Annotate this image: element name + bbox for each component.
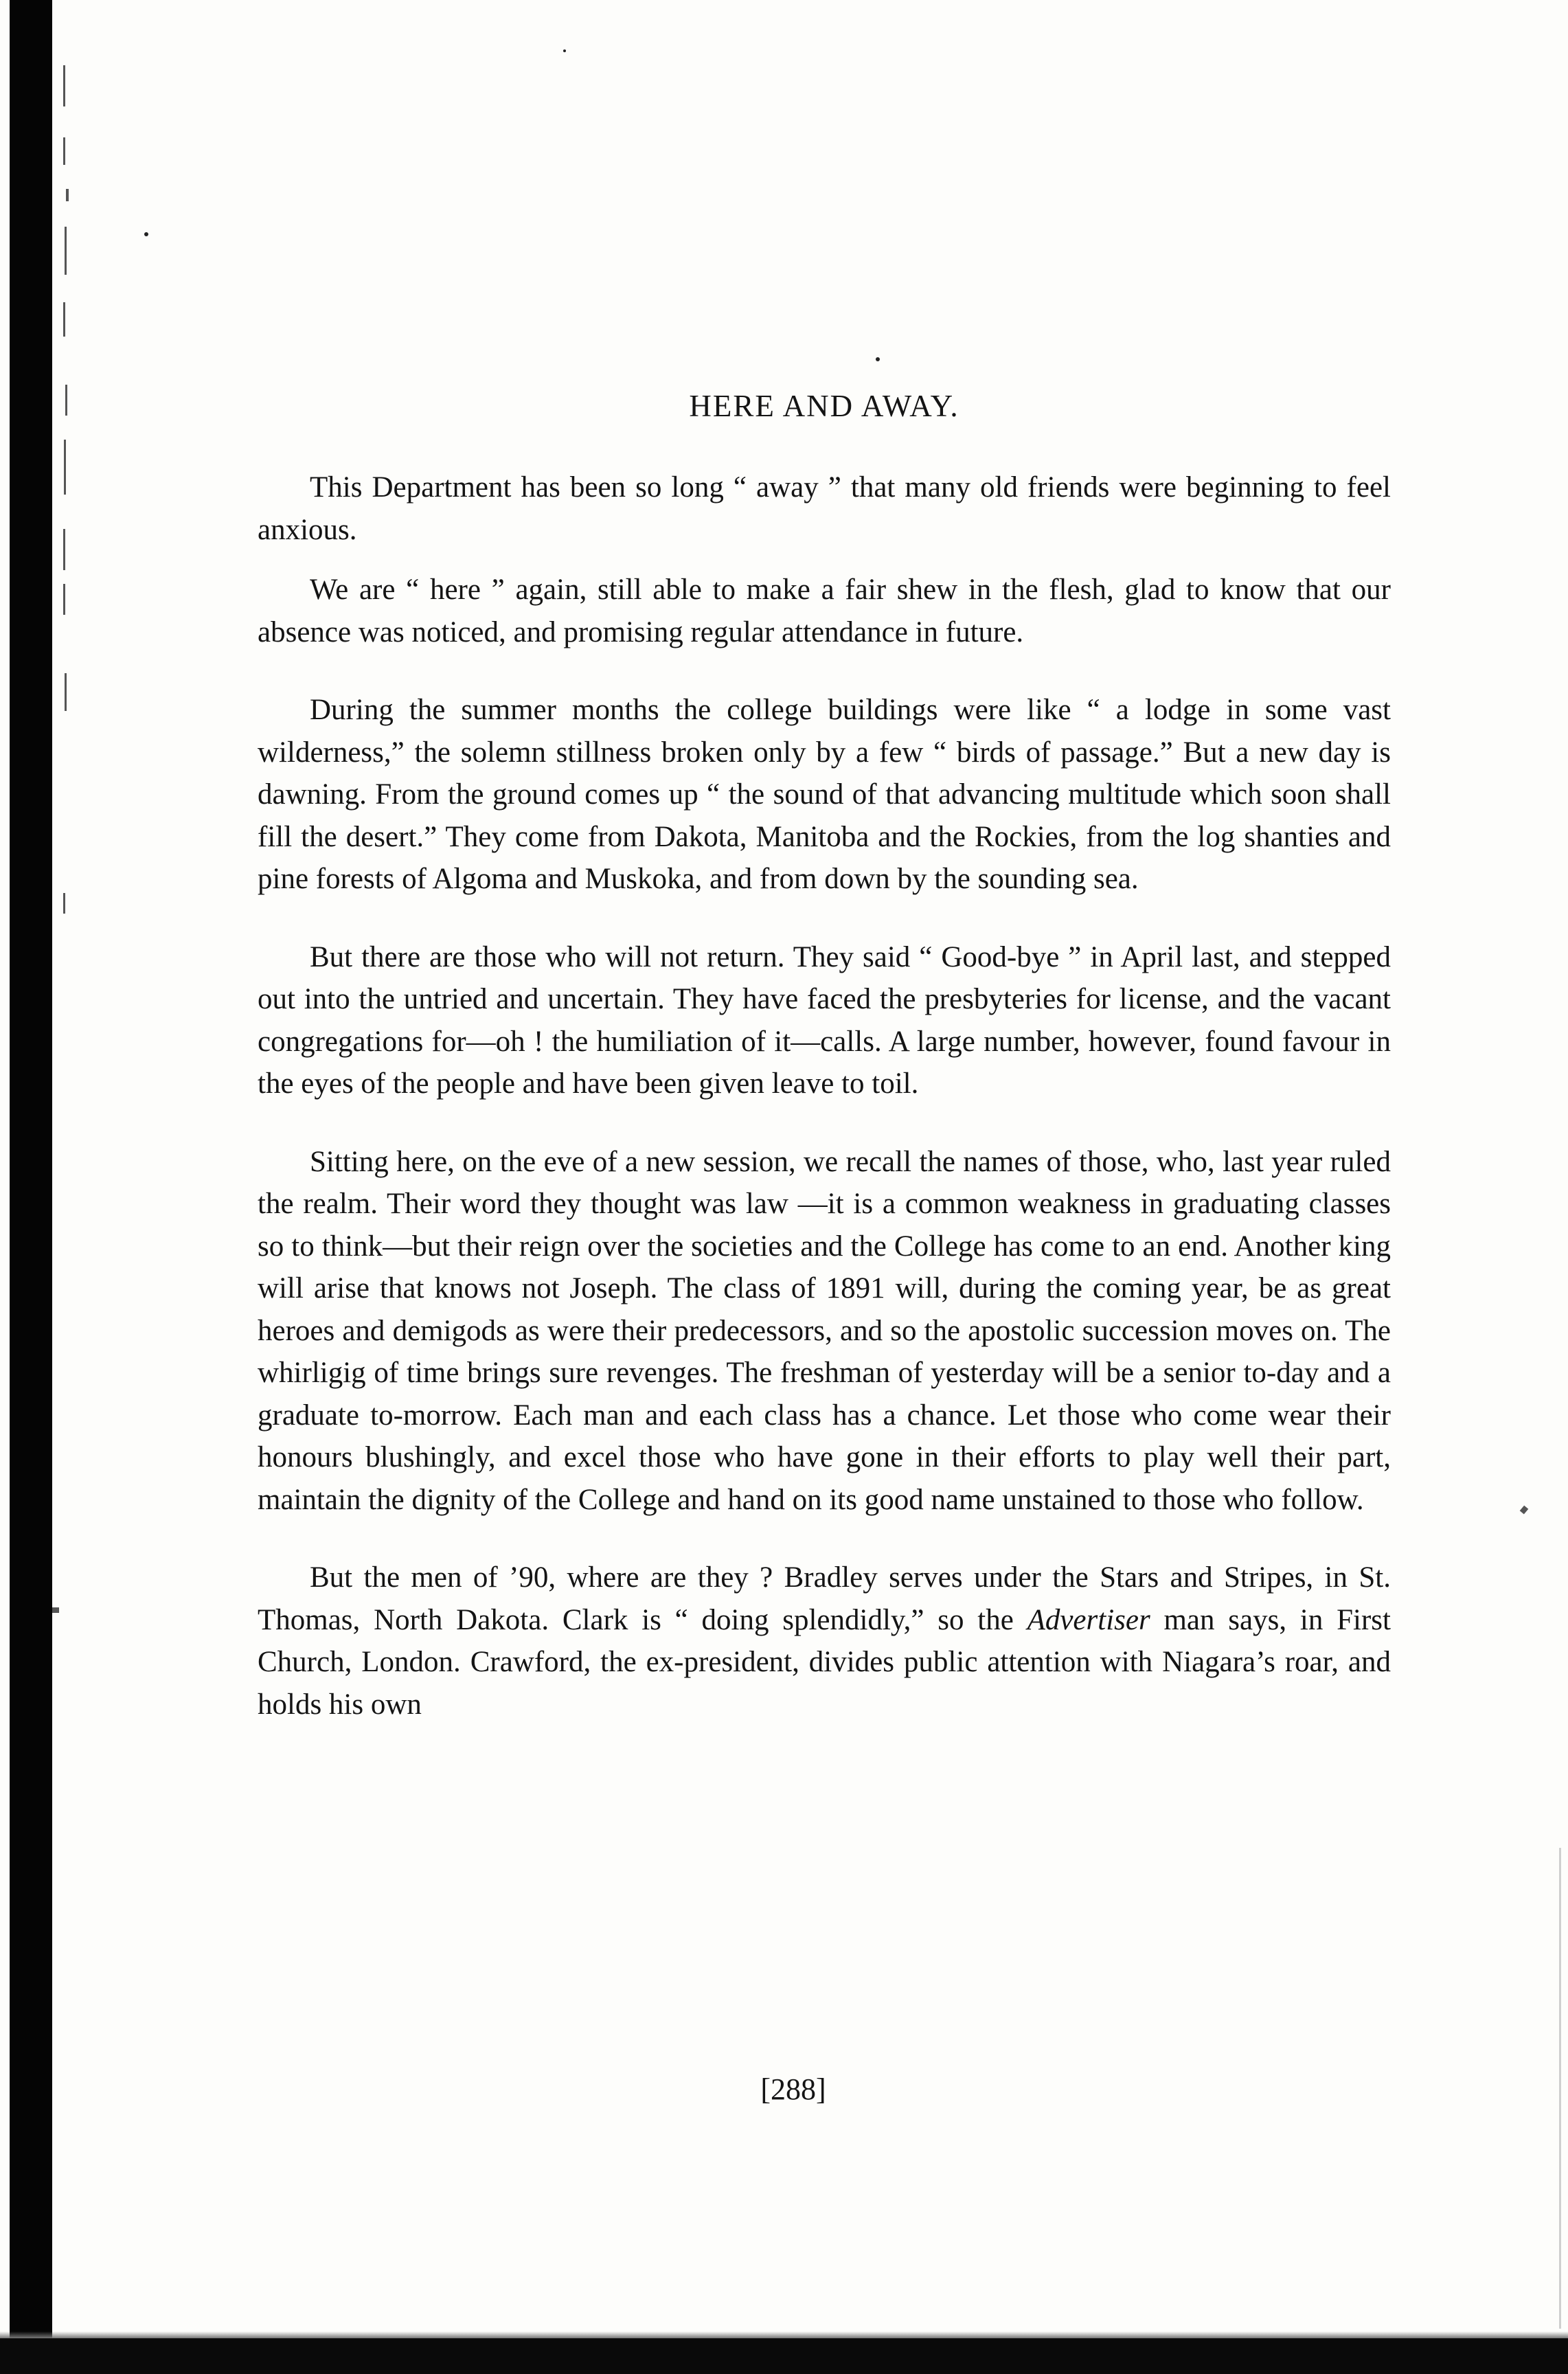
paragraph-text: man says, in First Church, London. Crawford, the ex-president, divides public attention with Niagara’s roar, and holds his own [258,1603,1391,1721]
scan-speck [63,584,65,615]
page-number: [288] [760,2072,826,2106]
paragraph: During the summer months the college buildings were like “ a lodge in some vast wilderness,” the solemn stillness broken only by a few “ birds of passage.” But a new day is dawning. From the ground comes up “ the sound of that advancing multitude which soon shall fill the desert.” They come from Dakota, Manitoba and the Rockies, from the log shanties and pine forests of Algoma and Muskoka, and from down by the sounding sea. [258,694,1391,895]
paragraph-text: But the men of ’90, where are they ? Bradley serves under the Stars and Stripes, in St. Thomas, North Dakota. Clark is “ doing splendidly,” so the [258,1561,1391,1636]
scan-speck [876,357,880,361]
scan-speck [64,440,66,495]
scan-border-bottom [0,2338,1568,2374]
scan-speck [144,232,148,236]
scan-speck [63,893,65,914]
paragraph: This Department has been so long “ away ” that many old friends were beginning to feel anxious. [258,471,1391,546]
scan-speck [65,673,67,711]
scan-shadow-bottom [0,2331,1568,2338]
scan-speck [52,1607,59,1613]
article [258,388,1391,1743]
scan-speck [63,65,65,106]
scan-speck [65,227,67,275]
scan-speck [66,189,69,201]
paragraph: Sitting here, on the eve of a new session, we recall the names of those, who, last year ruled the realm. Their word they thought was law —it is a common weakness in graduating classes so to think—but their reign over the societies and the College has come to an end. Another king will arise that knows not Joseph. The class of 1891 will, during the coming year, be as great heroes and demigods as were their predecessors, and so the apostolic succession moves on. The whirligig of time brings sure revenges. The freshman of yesterday will be a senior to-day and a graduate to-morrow. Each man and each class has a chance. Let those who come wear their honours blushingly, and excel those who have gone in their efforts to play well their part, maintain the dignity of the College and hand on its good name unstained to those who follow. [258,1145,1391,1516]
paragraph: We are “ here ” again, still able to make a fair shew in the flesh, glad to know that our absence was noticed, and promising regular attendance in future. [258,574,1391,648]
scan-speck [1520,1506,1529,1515]
scan-speck [563,49,566,52]
paragraph-last [258,1557,1391,1726]
article-title: HERE AND AWAY. [689,389,959,423]
newspaper-name: Advertiser [1027,1603,1150,1636]
scan-line-right [1559,1848,1561,2329]
scan-speck [63,137,65,165]
scan-speck [63,529,65,570]
scan-speck [65,385,67,416]
scan-border-left [10,0,52,2374]
paragraph: But there are those who will not return. They said “ Good-bye ” in April last, and stepped out into the untried and uncertain. They have faced the presbyteries for license, and the vacant congregations for—oh ! the humiliation of it—calls. A large number, however, found favour in the eyes of the people and have been given leave to toil. [258,940,1391,1100]
scan-speck [63,302,65,337]
